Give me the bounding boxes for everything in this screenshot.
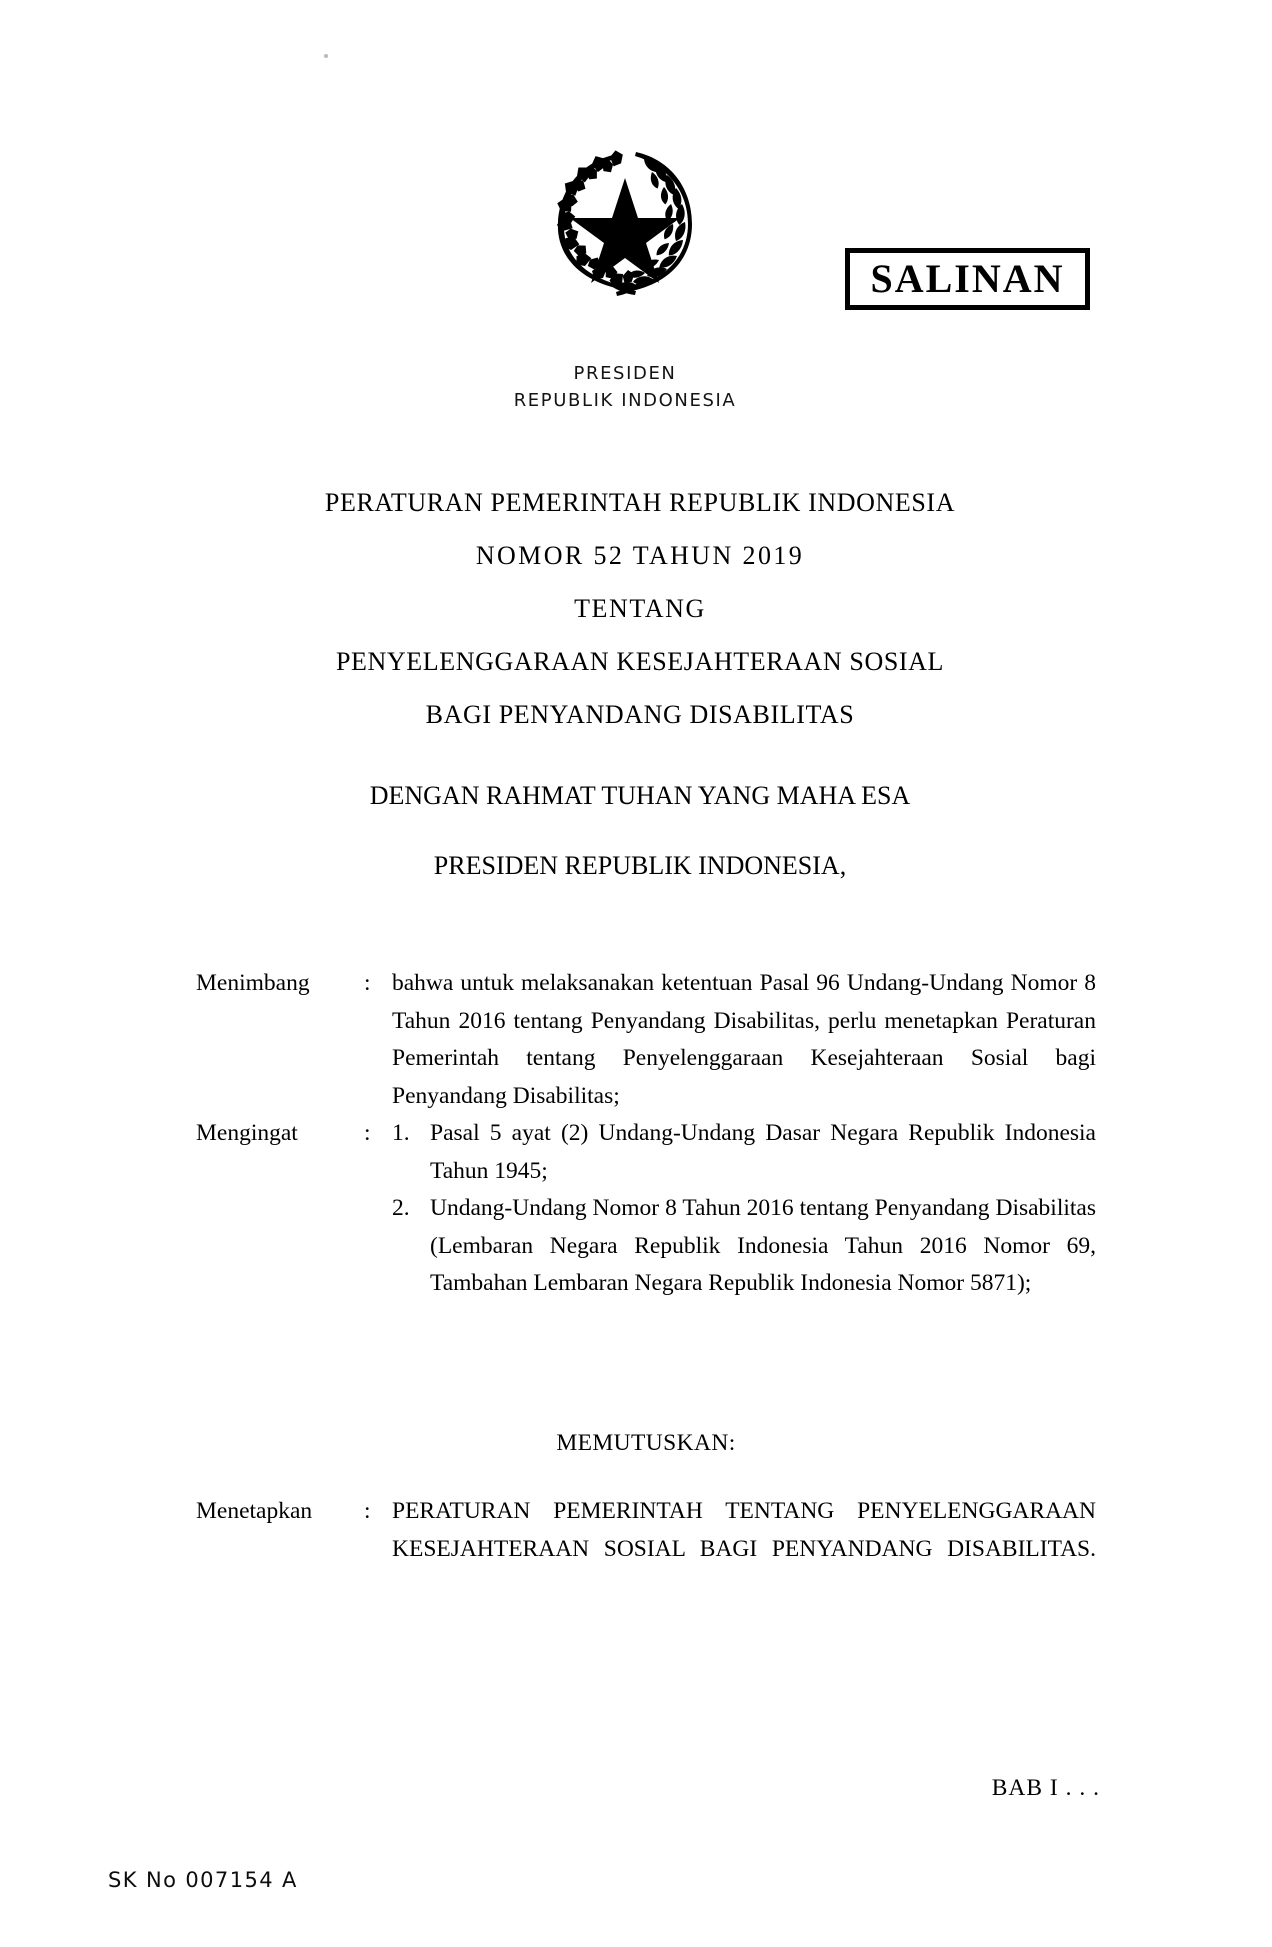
clause-section [196, 965, 1096, 1303]
title-line-tentang: TENTANG [574, 594, 706, 623]
letterhead-line-republik-indonesia: REPUBLIK INDONESIA [513, 390, 737, 411]
list-item-marker: 2. [392, 1195, 410, 1221]
clause-mengingat-label: Mengingat [196, 1120, 298, 1146]
letterhead [400, 360, 850, 414]
invocation-line: DENGAN RAHMAT TUHAN YANG MAHA ESA [369, 781, 911, 810]
list-item-marker: 1. [392, 1120, 410, 1146]
title-line-peraturan: PERATURAN PEMERINTAH REPUBLIK INDONESIA [324, 488, 956, 517]
scan-artifact-speck [324, 54, 328, 58]
title-line-subject-1: PENYELENGGARAAN KESEJAHTERAAN SOSIAL [335, 647, 945, 676]
clause-mengingat [196, 1115, 1096, 1303]
clause-menimbang [196, 965, 1096, 1115]
sk-code-footer: SK No 007154 A [108, 1868, 298, 1892]
title-line-subject-2: BAGI PENYANDANG DISABILITAS [425, 700, 855, 729]
title-line-nomor: NOMOR 52 TAHUN 2019 [475, 541, 805, 570]
list-item-text: Undang-Undang Nomor 8 Tahun 2016 tentang Penyandang Disabilitas (Lembaran Negara Republik Indonesia Tahun 2016 Nomor 69, Tambahan Lembaran Negara Republik Indonesia Nomor 5871); [430, 1195, 1096, 1296]
continuation-marker: BAB I . . . [991, 1775, 1100, 1801]
list-item [392, 1190, 1096, 1303]
salinan-stamp [845, 248, 1090, 310]
indonesian-presidential-star-wreath-emblem-icon [540, 142, 710, 302]
clause-menimbang-label: Menimbang [196, 970, 310, 996]
clause-menimbang-colon: : [364, 970, 371, 996]
authority-line: PRESIDEN REPUBLIK INDONESIA, [433, 851, 847, 880]
document-title-block [160, 490, 1120, 728]
letterhead-line-presiden: PRESIDEN [573, 363, 677, 384]
clause-menetapkan [196, 1493, 1096, 1568]
mengingat-numbered-list [392, 1115, 1096, 1303]
memutuskan-heading: MEMUTUSKAN: [556, 1430, 736, 1456]
clause-menimbang-text: bahwa untuk melaksanakan ketentuan Pasal 96 Undang-Undang Nomor 8 Tahun 2016 tentang Penyandang Disabilitas, perlu menetapkan Peraturan Pemerintah tentang Penyelenggaraan Kesejahteraan Sosial bagi Penyandang Disabilitas; [392, 970, 1096, 1109]
clause-mengingat-list [392, 1115, 1096, 1303]
clause-menetapkan-text: PERATURAN PEMERINTAH TENTANG PENYELENGGARAAN KESEJAHTERAAN SOSIAL BAGI PENYANDANG DISABILITAS. [392, 1498, 1096, 1562]
list-item [392, 1115, 1096, 1190]
clause-menetapkan-colon: : [364, 1498, 371, 1524]
clause-menetapkan-label: Menetapkan [196, 1498, 313, 1524]
clause-mengingat-colon: : [364, 1120, 371, 1146]
clause-menetapkan-wrapper [196, 1493, 1096, 1568]
list-item-text: Pasal 5 ayat (2) Undang-Undang Dasar Negara Republik Indonesia Tahun 1945; [430, 1120, 1096, 1184]
salinan-stamp-label: SALINAN [870, 256, 1065, 301]
